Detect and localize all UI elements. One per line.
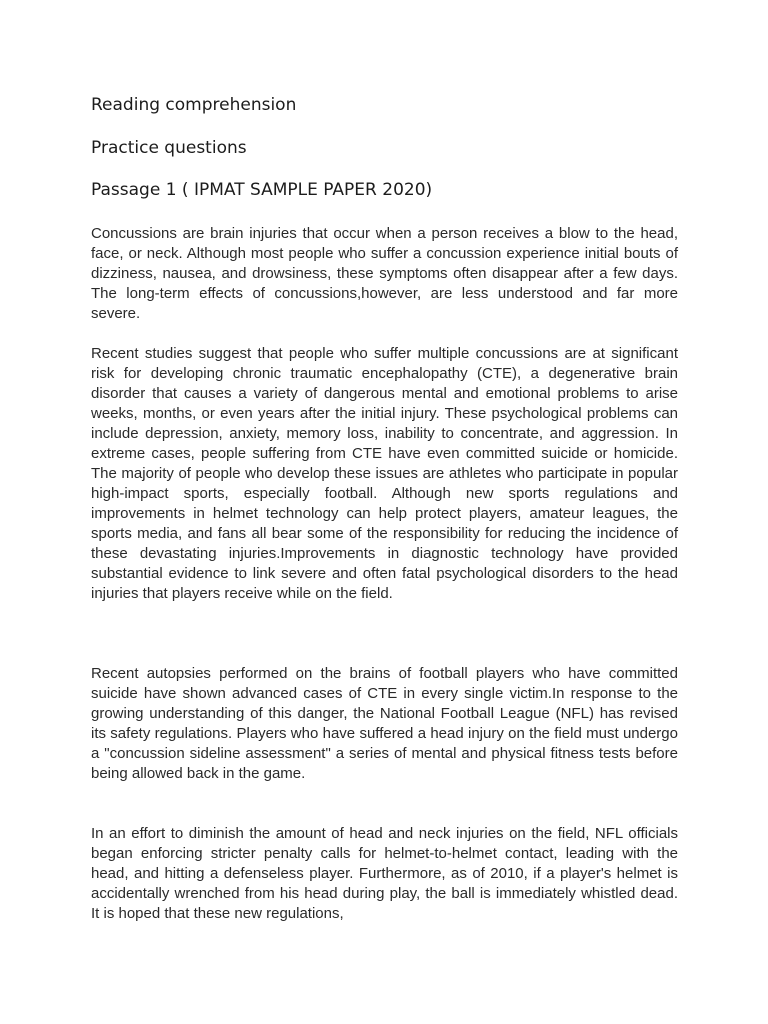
passage-paragraph-4: In an effort to diminish the amount of head and neck injuries on the field, NFL officials began enforcing stricter penalty calls for helmet-to-helmet contact, leading with the head, and hitting a defenseless player. Furthermore, as of 2010, if a player's helmet is accidentally wrenched from his head during play, the ball is immediately whistled dead. It is hoped that these new regulations, [91,825,678,922]
passage-paragraph-1: Concussions are brain injuries that occur when a person receives a blow to the head, face, or neck. Although most people who suffer a concussion experience initial bouts of dizziness, nausea, and drowsiness, these symptoms often disappear after a few days. The long-term effects of concussions,however, are less understood and far more severe. [91,225,678,322]
passage-paragraph-3: Recent autopsies performed on the brains of football players who have committed suicide have shown advanced cases of CTE in every single victim.In response to the growing understanding of this danger, the National Football League (NFL) has revised its safety regulations. Players who have suffered a head injury on the field must undergo a "concussion sideline assessment" a series of mental and physical fitness tests before being allowed back in the game. [91,665,678,782]
passage-paragraph-2: Recent studies suggest that people who suffer multiple concussions are at significant risk for developing chronic traumatic encephalopathy (CTE), a degenerative brain disorder that causes a variety of dangerous mental and emotional problems to arise weeks, months, or even years after the initial injury. These psychological problems can include depression, anxiety, memory loss, inability to concentrate, and aggression. In extreme cases, people suffering from CTE have even committed suicide or homicide. The majority of people who develop these issues are athletes who participate in popular high-impact sports, especially football. Although new sports regulations and improvements in helmet technology can help protect players, amateur leagues, the sports media, and fans all bear some of the responsibility for reducing the incidence of these devastating injuries.Improvements in diagnostic technology have provided substantial evidence to link severe and often fatal psychological disorders to the head injuries that players receive while on the field. [91,345,678,602]
section-subtitle: Practice questions [91,138,247,158]
document-title: Reading comprehension [91,95,297,115]
passage-heading: Passage 1 ( IPMAT SAMPLE PAPER 2020) [91,180,433,200]
